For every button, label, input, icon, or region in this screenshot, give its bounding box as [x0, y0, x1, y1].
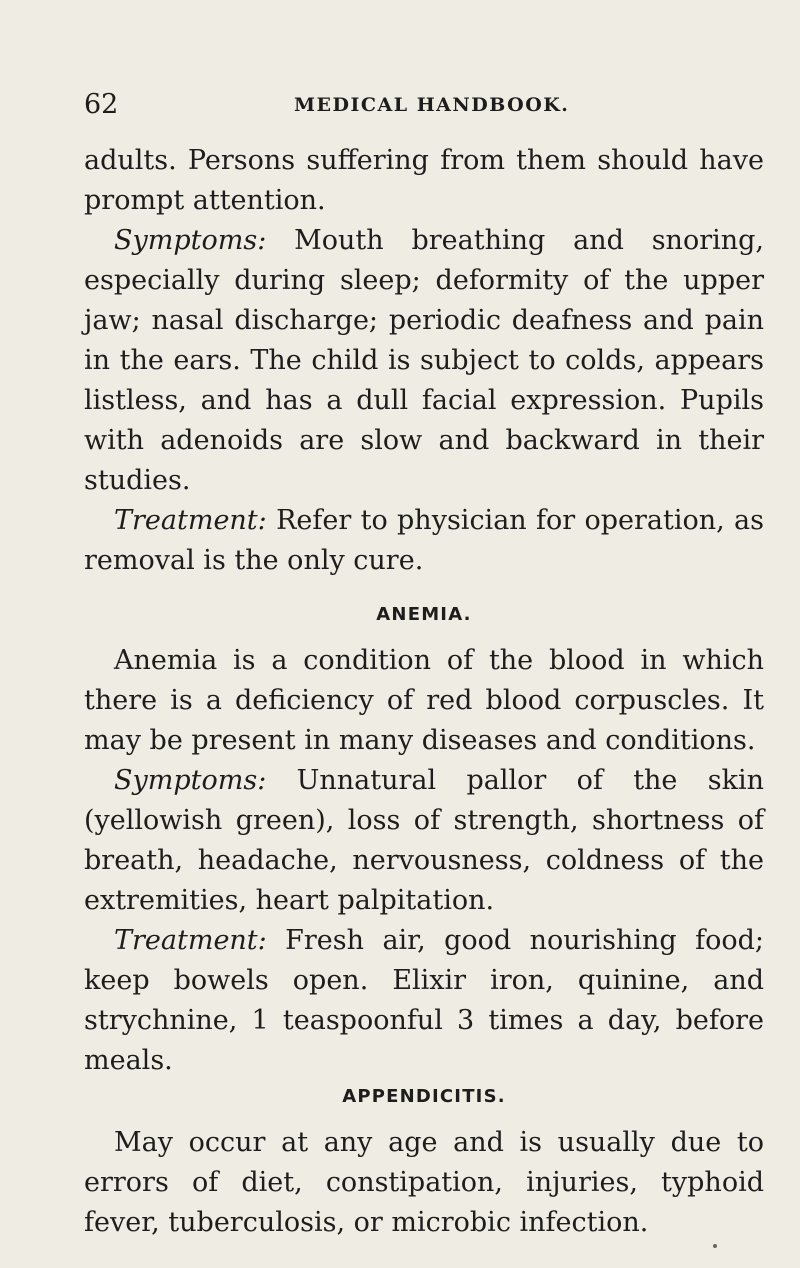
anemia-definition-text: Anemia is a condition of the blood in which there is a deficiency of red blood corpuscles. It may be present in many diseases and conditions. — [84, 645, 764, 756]
symptoms-label: Symptoms: — [114, 225, 267, 256]
anemia-treatment-text: Fresh air, good nourishing food; keep bowels open. Elixir iron, quinine, and strychnine, 1 teaspoonful 3 times a day, before meals. — [84, 925, 764, 1076]
text-block — [84, 141, 764, 1243]
treatment-label: Treatment: — [114, 505, 267, 536]
paragraph-appendicitis — [84, 1123, 764, 1243]
anemia-treatment-label: Treatment: — [114, 925, 267, 956]
paragraph-anemia-treatment — [84, 921, 764, 1081]
section-heading-appendicitis: APPENDICITIS. — [342, 1086, 506, 1107]
paragraph-anemia-definition — [84, 641, 764, 761]
paragraph-adenoids-symptoms — [84, 221, 764, 501]
running-head — [84, 88, 764, 122]
paragraph-intro — [84, 141, 764, 221]
symptoms-text: Mouth breathing and snoring, especially during sleep; deformity of the upper jaw; nasal discharge; periodic deafness and pain in the ears. The child is subject to colds, appears listless, and has a dull facial expression. Pupils with adenoids are slow and backward in their studies. — [84, 225, 764, 496]
anemia-symptoms-label: Symptoms: — [114, 765, 267, 796]
treatment-text: Refer to physician for operation, as removal is the only cure. — [84, 505, 764, 576]
appendicitis-text: May occur at any age and is usually due to errors of diet, constipation, injuries, typhoid fever, tuberculosis, or microbic infection. — [84, 1127, 764, 1238]
page-number: 62 — [84, 89, 119, 120]
paragraph-anemia-symptoms — [84, 761, 764, 921]
section-heading-anemia: ANEMIA. — [376, 604, 472, 625]
page-speck — [713, 1244, 717, 1248]
anemia-symptoms-text: Unnatural pallor of the skin (yellowish green), loss of strength, shortness of breath, headache, nervousness, coldness of the extremities, heart palpitation. — [84, 765, 764, 916]
paragraph-adenoids-treatment — [84, 501, 764, 581]
paragraph-intro-text: adults. Persons suffering from them should have prompt attention. — [84, 145, 764, 216]
running-title: MEDICAL HANDBOOK. — [294, 94, 570, 116]
